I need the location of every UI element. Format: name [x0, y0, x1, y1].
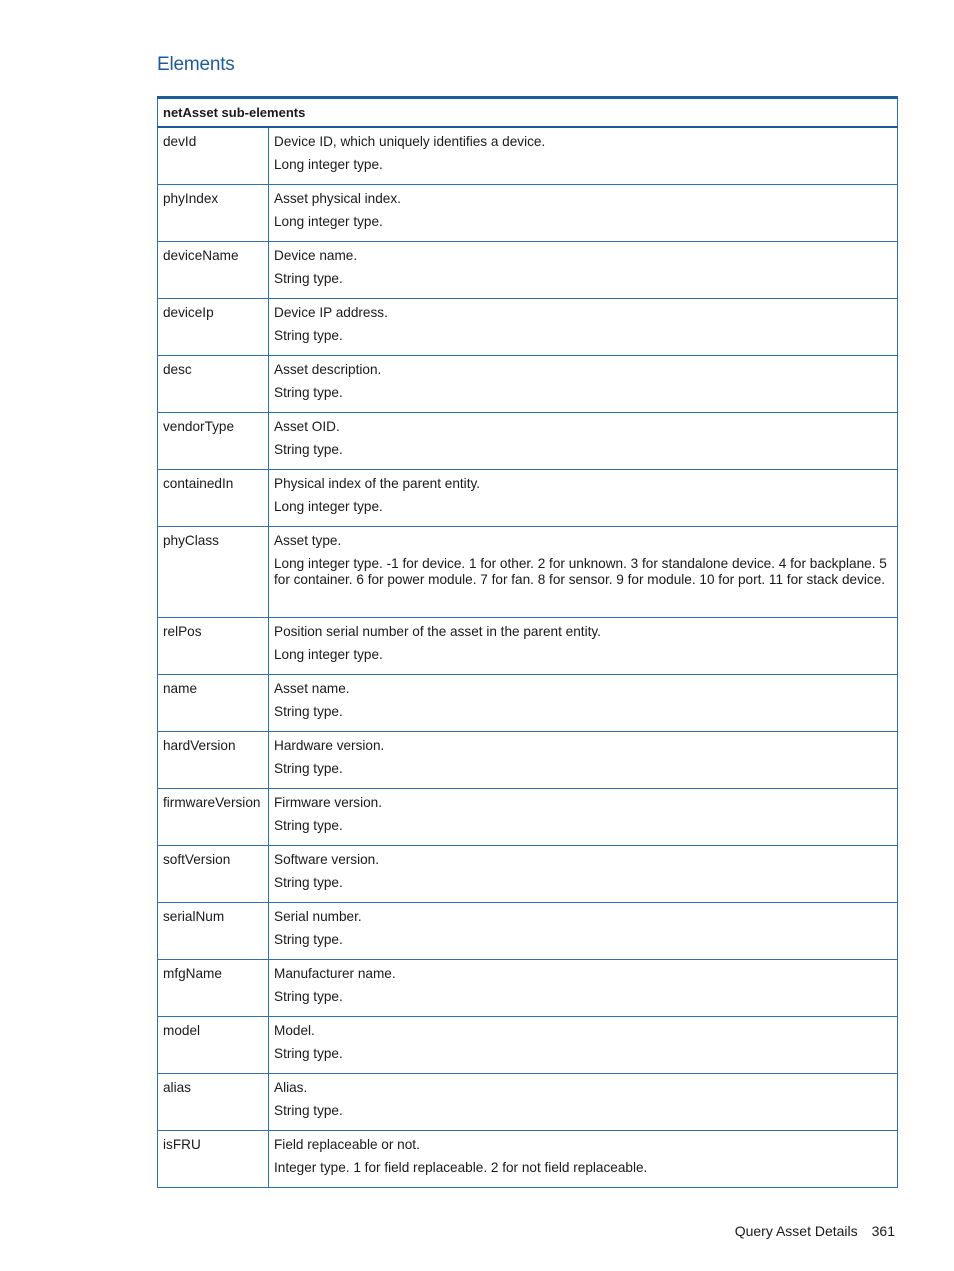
element-name: deviceIp — [158, 298, 269, 355]
element-name: name — [158, 674, 269, 731]
element-description-text: Device name. — [274, 247, 358, 263]
element-type-text: Long integer type. -1 for device. 1 for other. 2 for unknown. 3 for standalone device. 4 for backplane. 5 for container. 6 for power module. 7 for fan. 8 for sensor. 9 for module. 10 for port. 11 for stack device. — [274, 555, 887, 587]
sub-elements-table — [157, 96, 898, 1188]
table-row — [158, 674, 898, 731]
element-description — [269, 127, 898, 184]
element-description-text: Hardware version. — [274, 737, 385, 753]
element-type-text: String type. — [274, 703, 343, 719]
element-type-text: String type. — [274, 384, 343, 400]
table-row — [158, 1073, 898, 1130]
element-type-text: Long integer type. — [274, 213, 383, 229]
element-description — [269, 298, 898, 355]
element-description-text: Manufacturer name. — [274, 965, 396, 981]
table-row — [158, 241, 898, 298]
element-type-text: String type. — [274, 327, 343, 343]
element-name: containedIn — [158, 469, 269, 526]
element-name: phyClass — [158, 526, 269, 617]
element-name: model — [158, 1016, 269, 1073]
element-description — [269, 184, 898, 241]
element-type-text: String type. — [274, 817, 343, 833]
element-type-text: String type. — [274, 988, 343, 1004]
table-row — [158, 959, 898, 1016]
table-row — [158, 845, 898, 902]
table-body — [158, 127, 898, 1187]
table-row — [158, 731, 898, 788]
table-row — [158, 355, 898, 412]
element-type-text: Long integer type. — [274, 498, 383, 514]
element-description — [269, 241, 898, 298]
element-name: alias — [158, 1073, 269, 1130]
element-description — [269, 1016, 898, 1073]
element-description — [269, 1130, 898, 1187]
element-name: hardVersion — [158, 731, 269, 788]
element-description — [269, 617, 898, 674]
element-name: serialNum — [158, 902, 269, 959]
element-name: mfgName — [158, 959, 269, 1016]
element-description-text: Firmware version. — [274, 794, 383, 810]
element-description-text: Device ID, which uniquely identifies a device. — [274, 134, 546, 149]
table-row — [158, 412, 898, 469]
section-title: Elements — [157, 54, 235, 75]
page-number: 361 — [871, 1223, 895, 1239]
element-description-text: Alias. — [274, 1079, 308, 1095]
element-description-text: Asset name. — [274, 680, 350, 696]
element-name: phyIndex — [158, 184, 269, 241]
table-row — [158, 902, 898, 959]
element-description-text: Model. — [274, 1022, 315, 1038]
element-description-text: Device IP address. — [274, 304, 388, 320]
element-description — [269, 731, 898, 788]
element-description — [269, 526, 898, 617]
table-header-row — [158, 98, 898, 128]
element-name: devId — [158, 127, 269, 184]
table-row — [158, 788, 898, 845]
element-name: softVersion — [158, 845, 269, 902]
element-description-text: Serial number. — [274, 908, 362, 924]
page-footer — [735, 1223, 895, 1239]
element-name: deviceName — [158, 241, 269, 298]
element-name: relPos — [158, 617, 269, 674]
element-type-text: String type. — [274, 874, 343, 890]
table-row — [158, 1130, 898, 1187]
element-name: isFRU — [158, 1130, 269, 1187]
element-description — [269, 1073, 898, 1130]
element-description — [269, 355, 898, 412]
element-type-text: Integer type. 1 for field replaceable. 2 for not field replaceable. — [274, 1159, 648, 1175]
element-name: desc — [158, 355, 269, 412]
element-description-text: Position serial number of the asset in the parent entity. — [274, 623, 601, 639]
element-type-text: String type. — [274, 931, 343, 947]
table-row — [158, 617, 898, 674]
element-name: firmwareVersion — [158, 788, 269, 845]
table-header: netAsset sub-elements — [158, 98, 898, 128]
element-description-text: Physical index of the parent entity. — [274, 475, 481, 491]
table-row — [158, 127, 898, 184]
element-type-text: Long integer type. — [274, 646, 383, 662]
element-description-text: Asset physical index. — [274, 190, 401, 206]
element-description-text: Software version. — [274, 851, 380, 867]
footer-section-name: Query Asset Details — [734, 1223, 858, 1239]
element-description-text: Asset type. — [274, 532, 342, 548]
element-name: vendorType — [158, 412, 269, 469]
element-description-text: Asset description. — [274, 361, 382, 377]
element-description — [269, 788, 898, 845]
element-type-text: Long integer type. — [274, 157, 383, 172]
table-row — [158, 469, 898, 526]
element-description-text: Field replaceable or not. — [274, 1136, 420, 1152]
element-description — [269, 412, 898, 469]
element-description — [269, 959, 898, 1016]
element-type-text: String type. — [274, 1102, 343, 1118]
element-type-text: String type. — [274, 441, 343, 457]
element-type-text: String type. — [274, 270, 343, 286]
element-description — [269, 469, 898, 526]
table-row — [158, 526, 898, 617]
element-description — [269, 845, 898, 902]
table-row — [158, 184, 898, 241]
table-row — [158, 298, 898, 355]
element-description-text: Asset OID. — [274, 418, 340, 434]
table-row — [158, 1016, 898, 1073]
element-description — [269, 674, 898, 731]
element-type-text: String type. — [274, 760, 343, 776]
element-type-text: String type. — [274, 1045, 343, 1061]
element-description — [269, 902, 898, 959]
